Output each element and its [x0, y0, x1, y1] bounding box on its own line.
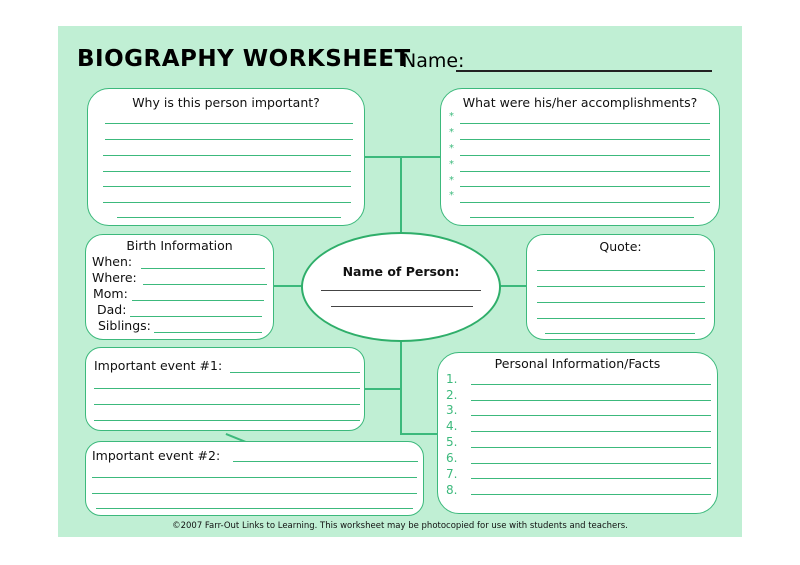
fact-number: 8.	[446, 483, 458, 497]
dad-label: Dad:	[97, 302, 127, 317]
quote-line[interactable]	[545, 333, 695, 334]
importance-line[interactable]	[103, 186, 351, 187]
star-bullet-icon: *	[449, 190, 454, 201]
connector-top-vertical	[400, 156, 402, 234]
mom-field[interactable]	[132, 300, 264, 301]
name-of-person-title: Name of Person:	[342, 264, 460, 279]
importance-title: Why is this person important?	[132, 95, 320, 110]
fact-number: 5.	[446, 435, 458, 449]
fact-number: 1.	[446, 372, 458, 386]
when-field[interactable]	[141, 268, 265, 269]
event1-line[interactable]	[230, 372, 360, 373]
fact-number: 6.	[446, 451, 458, 465]
person-name-line[interactable]	[321, 290, 481, 291]
copyright-footer: ©2007 Farr-Out Links to Learning. This worksheet may be photocopied for use with students and teachers.	[172, 521, 628, 531]
quote-line[interactable]	[537, 286, 705, 287]
connector-event1	[365, 388, 401, 390]
importance-line[interactable]	[105, 139, 353, 140]
accomplishment-line[interactable]	[460, 139, 710, 140]
accomplishment-line[interactable]	[460, 186, 710, 187]
name-of-person-oval	[301, 232, 501, 342]
quote-title: Quote:	[599, 239, 642, 254]
importance-line[interactable]	[103, 202, 351, 203]
fact-line[interactable]	[471, 415, 711, 416]
star-bullet-icon: *	[449, 175, 454, 186]
accomplishment-line[interactable]	[460, 202, 710, 203]
connector-left	[273, 285, 303, 287]
accomplishment-line[interactable]	[460, 171, 710, 172]
person-name-line[interactable]	[331, 306, 473, 307]
personal-facts-title: Personal Information/Facts	[494, 356, 661, 371]
event2-line[interactable]	[96, 508, 413, 509]
when-label: When:	[92, 254, 133, 269]
where-field[interactable]	[143, 284, 267, 285]
where-label: Where:	[92, 270, 137, 285]
worksheet-title: BIOGRAPHY WORKSHEET	[77, 46, 411, 72]
fact-line[interactable]	[471, 447, 711, 448]
fact-line[interactable]	[471, 478, 711, 479]
quote-line[interactable]	[537, 318, 705, 319]
event1-label: Important event #1:	[94, 358, 223, 373]
fact-line[interactable]	[471, 463, 711, 464]
event2-line[interactable]	[92, 493, 417, 494]
importance-line[interactable]	[117, 217, 341, 218]
fact-number: 2.	[446, 388, 458, 402]
accomplishments-title: What were his/her accomplishments?	[462, 95, 698, 110]
siblings-field[interactable]	[154, 332, 262, 333]
name-label: Name:	[402, 50, 465, 72]
fact-line[interactable]	[471, 494, 711, 495]
star-bullet-icon: *	[449, 143, 454, 154]
accomplishment-line[interactable]	[460, 155, 710, 156]
star-bullet-icon: *	[449, 159, 454, 170]
event2-box	[85, 441, 424, 516]
fact-number: 3.	[446, 403, 458, 417]
accomplishment-line[interactable]	[460, 123, 710, 124]
quote-box	[526, 234, 715, 340]
quote-line[interactable]	[537, 270, 705, 271]
student-name-field[interactable]	[456, 70, 712, 72]
quote-line[interactable]	[537, 302, 705, 303]
event2-label: Important event #2:	[92, 448, 221, 463]
siblings-label: Siblings:	[98, 318, 151, 333]
personal-facts-box	[437, 352, 718, 514]
fact-line[interactable]	[471, 431, 711, 432]
importance-line[interactable]	[103, 171, 351, 172]
accomplishment-line[interactable]	[470, 217, 694, 218]
event2-line[interactable]	[92, 477, 417, 478]
event2-line[interactable]	[233, 461, 418, 462]
importance-box	[87, 88, 365, 226]
fact-line[interactable]	[471, 400, 711, 401]
connector-top-horizontal	[365, 156, 441, 158]
fact-number: 4.	[446, 419, 458, 433]
birth-info-title: Birth Information	[126, 238, 233, 253]
event1-line[interactable]	[94, 420, 360, 421]
dad-field[interactable]	[130, 316, 262, 317]
connector-bottom-vertical	[400, 340, 402, 434]
event1-line[interactable]	[94, 404, 360, 405]
connector-facts	[400, 433, 440, 435]
star-bullet-icon: *	[449, 111, 454, 122]
star-bullet-icon: *	[449, 127, 454, 138]
fact-line[interactable]	[471, 384, 711, 385]
mom-label: Mom:	[93, 286, 128, 301]
event1-line[interactable]	[94, 388, 360, 389]
event1-box	[85, 347, 365, 431]
importance-line[interactable]	[103, 155, 351, 156]
connector-right	[499, 285, 527, 287]
accomplishments-box	[440, 88, 720, 226]
fact-number: 7.	[446, 467, 458, 481]
birth-info-box	[85, 234, 274, 340]
importance-line[interactable]	[105, 123, 353, 124]
